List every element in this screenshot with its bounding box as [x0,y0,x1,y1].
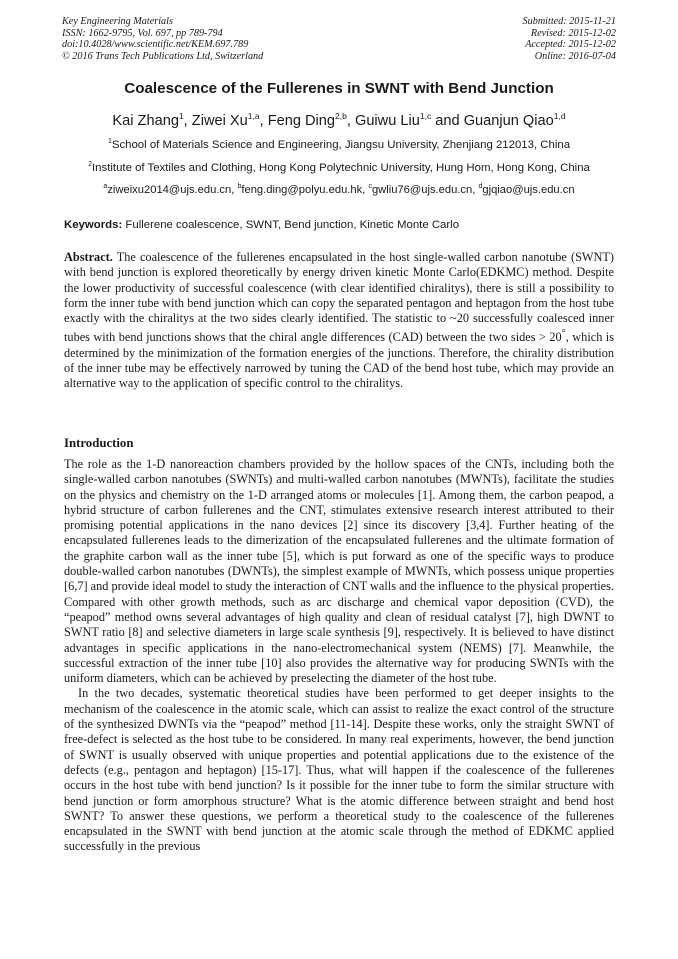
author-emails [0,184,678,196]
introduction-heading: Introduction [64,436,134,450]
journal-info [62,16,263,62]
author-name: Kai Zhang [112,113,179,129]
publication-dates [523,16,616,62]
email-link[interactable]: ziweixu2014@ujs.edu.cn, [107,184,238,196]
author-name: Guiwu Liu [354,113,420,129]
online-date: Online: 2016-07-04 [534,50,616,62]
author-affiliation-mark: 1,d [553,111,566,121]
email-mark: a [103,183,108,190]
revised-date: Revised: 2015-12-02 [530,27,616,39]
affiliation-2 [0,162,678,174]
paragraph: In the two decades, systematic theoretical studies have been performed to get deeper insights to the mechanism of the coalescence in the atomic scale, which can assist to realize the exact control of the structure of the synthesized DWNTs via the “peapod” method [11-14]. Despite these works, only the straight SWNT of free-defect is selected as the host tube to be considered. In many real experiments, however, the bend junction of SWNT is usually observed with unique properties and potential applications due to the existence of the defects (e.g., pentagon and heptagon) [15-17]. Thus, what will happen if the coalescence of the fullerenes occurs in the host tube with bend junction? Is it possible for the inner tube to form the similar structure with bend junction or form amorphous structure? What is the atomic difference between straight and bend host SWNT? To answer these questions, we perform a theoretical study to the coalescence of the fullerenes encapsulated in the SWNT with bend junction at the atomic scale through the method of EDKMC applied successfully in the previous [64,686,614,854]
affiliation-mark: 1 [107,138,112,145]
affiliation-1 [0,139,678,151]
author-separator: , [259,113,268,129]
degree-symbol: ° [561,328,566,340]
author-affiliation-mark: 1 [178,111,184,121]
journal-name: Key Engineering Materials [62,16,173,27]
affiliation-text: Institute of Textiles and Clothing, Hong Kong Polytechnic University, Hung Hom, Hong Kong, China [92,162,590,174]
abstract [64,250,614,392]
affiliation-mark: 2 [88,161,93,168]
email-mark: d [478,183,483,190]
introduction-body [64,457,614,855]
author-separator: , [346,113,355,129]
abstract-text-cont: , which is determined by the minimization of the formation energies of the junctions. Therefore, the chirality distribution of the inner tube may be effectively narrowed by tuning the CAD of the bend host tube, which may provide an alternative way to the application of specific control to the chiralitys. [64,330,614,391]
email-mark: b [237,183,242,190]
author-affiliation-mark: 1,c [419,111,432,121]
email-mark: c [368,183,372,190]
email-link[interactable]: gwliu76@ujs.edu.cn, [371,184,479,196]
author-list [0,113,678,129]
author-separator: and [431,113,464,129]
author-name: Feng Ding [267,113,336,129]
author-separator: , [183,113,192,129]
author-affiliation-mark: 2,b [335,111,347,121]
keywords-text: Fullerene coalescence, SWNT, Bend junction, Kinetic Monte Carlo [122,219,460,231]
author-name: Ziwei Xu [191,113,248,129]
accepted-date: Accepted: 2015-12-02 [525,39,616,51]
paper-title: Coalescence of the Fullerenes in SWNT with Bend Junction [124,80,554,97]
doi-link[interactable]: doi:10.4028/www.scientific.net/KEM.697.789 [62,39,249,51]
keywords [64,219,459,231]
email-link[interactable]: gjqiao@ujs.edu.cn [482,184,575,196]
abstract-text: The coalescence of the fullerenes encapsulated in the host single-walled carbon nanotube (SWNT) with bend junction is explored theoretically by energy driven kinetic Monte Carlo(EDKMC) method. Despite the lower productivity of successful coalescence (with clear identified chiralitys), there is still a possibility to form the inner tube with bend junction which can copy the separated pentagon and heptagon from the host tube exactly with the chiralitys at the two sides clearly identified. The statistic to ~20 successfully coalesced inner tubes with bend junctions shows that the chiral angle differences (CAD) between the two sides > 20 [64,250,614,345]
affiliation-text: School of Materials Science and Engineering, Jiangsu University, Zhenjiang 212013, China [111,139,571,151]
email-link[interactable]: feng.ding@polyu.edu.hk, [241,184,369,196]
keywords-label: Keywords: [64,219,123,231]
copyright: © 2016 Trans Tech Publications Ltd, Switzerland [62,50,264,62]
author-name: Guanjun Qiao [463,113,554,129]
abstract-label: Abstract. [64,250,113,264]
submitted-date: Submitted: 2015-11-21 [522,16,616,27]
author-affiliation-mark: 1,a [247,111,260,121]
paragraph: The role as the 1-D nanoreaction chambers provided by the hollow spaces of the CNTs, including both the single-walled carbon nanotubes (SWNTs) and multi-walled carbon nanotubes (MWNTs), facilitate the studies on the physics and chemistry on the 1-D arranged atoms or molecules [1]. Among them, the carbon peapod, a hybrid structure of carbon fullerenes and the CNT, stimulates extensive research interest attributed to their promising potential applications in the nano devices [2] since its discovery [3,4]. Further heating of the encapsulated fullerenes leads to the dimerization of the encapsulated fullerenes and the ultimate formation of the graphite carbon wall as the inner tube [5], which is put forward as one of the specific ways to produce double-walled carbon nanotubes (DWNTs), the simplest example of MWNTs, which possess unique properties [6,7] and provide ideal model to study the interaction of CNT walls and the influence to the physical properties. Compared with other growth methods, such as arc discharge and chemical vapor deposition (CVD), the “peapod” method owns several advantages of high quality and clean of residual catalyst [7], high DWNT to SWNT ratio [8] and selective diameters in large scale synthesis [9], respectively. It is believed to have distinct advantages in specific applications in the nano-electromechanical system (NEMS) [7]. Meanwhile, the successful extraction of the inner tube [10] also provides the alternative way for producing SWNTs with the uniform diameters, which can be achieved by preselecting the diameter of the host tube. [64,457,614,686]
issn-info: ISSN: 1662-9795, Vol. 697, pp 789-794 [62,27,223,39]
